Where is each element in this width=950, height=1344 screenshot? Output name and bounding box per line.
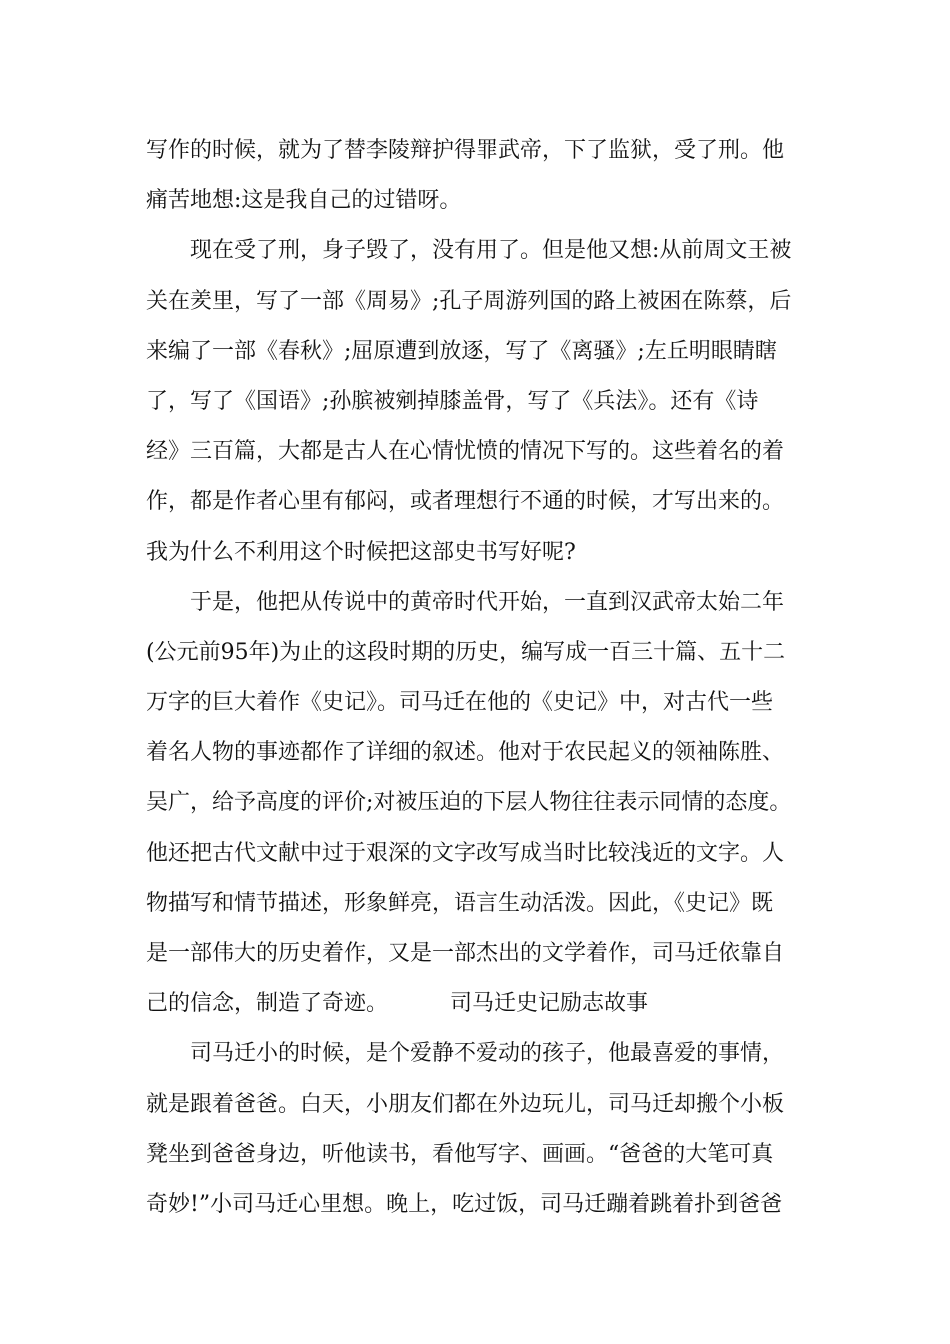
text-line: 了，写了《国语》;孙膑被剜掉膝盖骨，写了《兵法》。还有《诗 [146, 388, 759, 414]
text-line: 作，都是作者心里有郁闷，或者理想行不通的时候，才写出来的。 [146, 489, 785, 515]
text-line: 是一部伟大的历史着作，又是一部杰出的文学着作，司马迁依靠自 [146, 941, 785, 966]
text-line: 凳坐到爸爸身边，听他读书，看他写字、画画。“爸爸的大笔可真 [146, 1141, 774, 1167]
text-line: (公元前95年)为止的这段时期的历史，编写成一百三十篇、五十二 [146, 639, 786, 665]
text-line: 关在羑里，写了一部《周易》;孔子周游列国的路上被困在陈蔡，后 [146, 288, 792, 314]
text-line: 吴广，给予高度的评价;对被压迫的下层人物往往表示同情的态度。 [146, 790, 792, 816]
text-line: 物描写和情节描述，形象鲜亮，语言生动活泼。因此，《史记》既 [146, 890, 774, 916]
text-line: 着名人物的事迹都作了详细的叙述。他对于农民起义的领袖陈胜、 [146, 740, 785, 766]
text-line: 写作的时候，就为了替李陵辩护得罪武帝，下了监狱，受了刑。他 [146, 138, 785, 163]
text-line: 来编了一部《春秋》;屈原遭到放逐，写了《离骚》;左丘明眼睛瞎 [146, 338, 777, 364]
section-title: 司马迁史记励志故事 [450, 991, 649, 1017]
text-line: 奇妙!”小司马迁心里想。晚上，吃过饭，司马迁蹦着跳着扑到爸爸 [146, 1191, 783, 1217]
text-line: 己的信念，制造了奇迹。 [146, 991, 389, 1017]
text-line: 我为什么不利用这个时候把这部史书写好呢? [146, 539, 576, 565]
text-line: 万字的巨大着作《史记》。司马迁在他的《史记》中，对古代一些 [146, 690, 774, 716]
paragraph-start-line: 司马迁小的时候，是个爱静不爱动的孩子，他最喜爱的事情， [190, 1041, 785, 1067]
text-line-with-title [146, 979, 806, 1029]
paragraph-start-line: 现在受了刑，身子毁了，没有用了。但是他又想:从前周文王被 [190, 238, 792, 264]
text-line: 就是跟着爸爸。白天，小朋友们都在外边玩儿，司马迁却搬个小板 [146, 1091, 785, 1117]
text-line: 他还把古代文献中过于艰深的文字改写成当时比较浅近的文字。人 [146, 840, 785, 866]
paragraph-start-line: 于是，他把从传说中的黄帝时代开始，一直到汉武帝太始二年 [190, 589, 785, 615]
text-line: 经》三百篇，大都是古人在心情忧愤的情况下写的。这些着名的着 [146, 439, 785, 465]
article-body [146, 126, 806, 1230]
text-line: 痛苦地想:这是我自己的过错呀。 [146, 188, 462, 214]
